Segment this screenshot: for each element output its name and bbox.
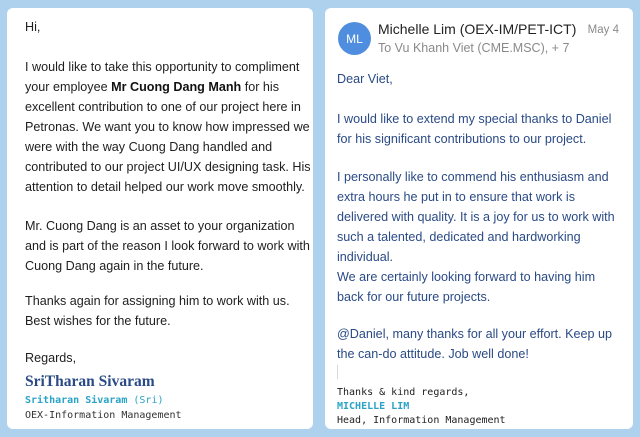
left-p1-line-7: attention to detail helped our work move smoothly. — [25, 180, 305, 194]
right-p2-line-2: extra hours he put in to ensure that work is — [337, 190, 576, 204]
signature-nickname: (Sri) — [133, 395, 164, 406]
left-p1-line-4: Petronas. We want you to know how impressed we — [25, 120, 310, 134]
left-p2-line-3: Cuong Dang again in the future. — [25, 259, 204, 273]
right-p1-line-2: for his significant contributions to our project. — [337, 132, 587, 146]
signature-department: OEX-Information Management — [25, 410, 182, 421]
right-greeting: Dear Viet, — [337, 72, 393, 86]
left-p1-line-3: excellent contribution to one of our project here in — [25, 100, 301, 114]
left-greeting: Hi, — [25, 20, 41, 34]
left-p1-line-1: I would like to take this opportunity to compliment — [25, 60, 300, 74]
right-p2-line-7: back for our future projects. — [337, 290, 491, 304]
right-paragraph-2 — [337, 167, 615, 307]
left-paragraph-2 — [25, 216, 310, 276]
right-p2-line-5: individual. — [337, 250, 394, 264]
right-email-panel — [325, 8, 633, 429]
left-p1-line-6: contributed to our project UI/UX designing task. His — [25, 160, 311, 174]
left-regards: Regards, — [25, 351, 77, 365]
left-p1-line-2-prefix: your employee — [25, 80, 108, 94]
closing-name: MICHELLE LIM — [337, 401, 410, 412]
left-p1-line-2-suffix: for his — [244, 80, 280, 94]
right-p2-line-4: such a talented, dedicated and hardworking — [337, 230, 581, 244]
right-p3-line-1: @Daniel, many thanks for all your effort. Keep up — [337, 327, 613, 341]
employee-name: Mr Cuong Dang Manh — [111, 80, 242, 94]
signature-name — [25, 395, 164, 406]
signature-script-name: SriTharan Sivaram — [25, 373, 155, 390]
right-closing — [337, 386, 506, 428]
left-p3-line-2: Best wishes for the future. — [25, 314, 171, 328]
left-p2-line-1: Mr. Cuong Dang is an asset to your organization — [25, 219, 295, 233]
sender-avatar[interactable]: ML — [338, 22, 371, 55]
left-p1-line-5: were with the way Cuong Dang handled and — [25, 140, 273, 154]
left-p3-line-1: Thanks again for assigning him to work with us. — [25, 294, 290, 308]
recipients-line[interactable]: To Vu Khanh Viet (CME.MSC), + 7 — [378, 41, 570, 55]
right-p1-line-1: I would like to extend my special thanks to Daniel — [337, 112, 612, 126]
sender-name[interactable]: Michelle Lim (OEX-IM/PET-ICT) — [378, 21, 577, 37]
left-p1-line-2 — [25, 77, 311, 97]
signature-name-bold: Sritharan Sivaram — [25, 395, 128, 406]
email-date: May 4 — [587, 24, 619, 36]
right-p2-line-6: We are certainly looking forward to having him — [337, 270, 596, 284]
left-paragraph-1 — [25, 57, 311, 197]
right-p3-line-2: the can-do attitude. Job well done! — [337, 347, 529, 361]
right-p2-line-1: I personally like to commend his enthusiasm and — [337, 170, 609, 184]
left-paragraph-3 — [25, 291, 290, 331]
left-email-panel — [7, 8, 313, 429]
closing-title: Head, Information Management — [337, 415, 506, 426]
right-paragraph-3 — [337, 324, 612, 364]
left-p2-line-2: and is part of the reason I look forward to work with — [25, 239, 310, 253]
closing-line: Thanks & kind regards, — [337, 387, 470, 398]
quoted-text-marker[interactable] — [337, 365, 338, 379]
right-p2-line-3: delivered with quality. It is a joy for us to work with — [337, 210, 615, 224]
right-paragraph-1 — [337, 109, 611, 149]
